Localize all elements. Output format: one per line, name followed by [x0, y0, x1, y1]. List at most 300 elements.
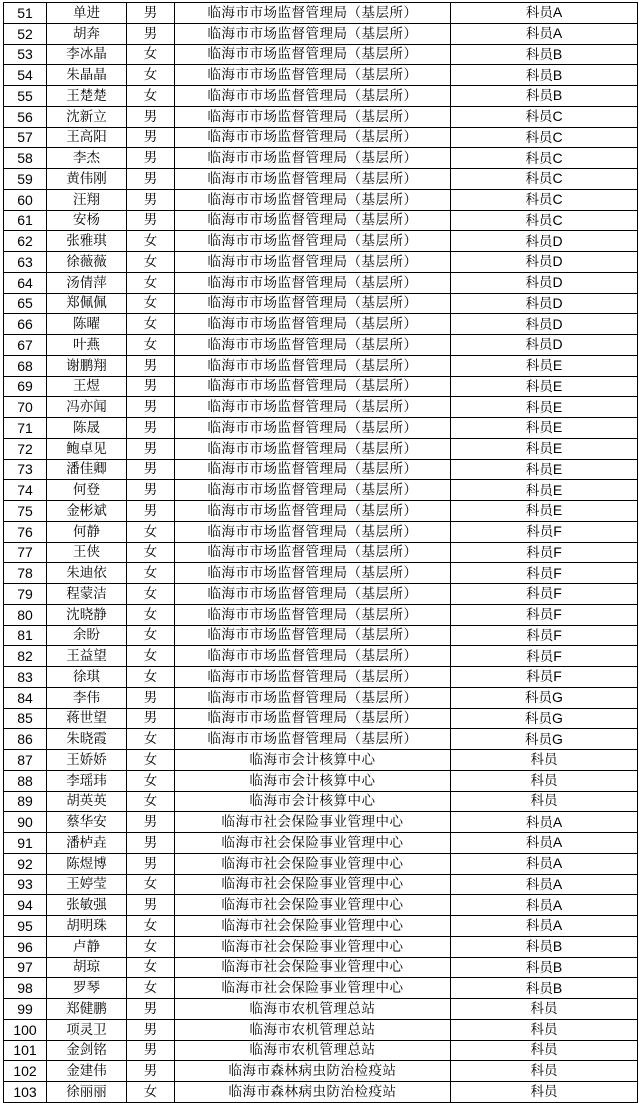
position-cell: 科员B	[451, 978, 638, 999]
gender-cell: 女	[127, 874, 175, 895]
position-cell: 科员D	[451, 231, 638, 252]
gender-cell: 女	[127, 252, 175, 273]
row-number-cell: 74	[4, 480, 47, 501]
name-cell: 金彬斌	[47, 501, 127, 522]
position-cell: 科员	[451, 750, 638, 771]
row-number-cell: 64	[4, 272, 47, 293]
name-cell: 蒋世望	[47, 708, 127, 729]
personnel-table-body	[4, 3, 638, 1103]
gender-cell: 女	[127, 770, 175, 791]
position-grade: F	[553, 626, 562, 643]
table-row	[4, 1040, 638, 1061]
row-number-cell: 92	[4, 853, 47, 874]
position-grade: B	[552, 938, 563, 955]
row-number-cell: 51	[4, 3, 47, 24]
gender-cell: 女	[127, 272, 175, 293]
table-row	[4, 916, 638, 937]
gender-cell: 女	[127, 584, 175, 605]
table-row	[4, 272, 638, 293]
gender-cell: 女	[127, 44, 175, 65]
table-row	[4, 604, 638, 625]
position-grade: C	[552, 149, 563, 166]
gender-cell: 女	[127, 86, 175, 107]
position-grade: D	[552, 253, 563, 270]
gender-cell: 男	[127, 1019, 175, 1040]
row-number-cell: 71	[4, 418, 47, 439]
position-grade: C	[552, 191, 563, 208]
name-cell: 沈晓静	[47, 604, 127, 625]
position-grade: C	[552, 211, 563, 228]
name-cell: 项灵卫	[47, 1019, 127, 1040]
gender-cell: 男	[127, 895, 175, 916]
name-cell: 王益望	[47, 646, 127, 667]
position-cell: 科员B	[451, 65, 638, 86]
table-row	[4, 23, 638, 44]
unit-cell: 临海市社会保险事业管理中心	[175, 895, 451, 916]
unit-cell: 临海市市场监督管理局（基层所）	[175, 148, 451, 169]
unit-cell: 临海市市场监督管理局（基层所）	[175, 355, 451, 376]
table-row	[4, 501, 638, 522]
table-row	[4, 729, 638, 750]
row-number-cell: 70	[4, 397, 47, 418]
table-row	[4, 231, 638, 252]
position-cell: 科员	[451, 1040, 638, 1061]
row-number-cell: 73	[4, 459, 47, 480]
name-cell: 张敏强	[47, 895, 127, 916]
name-cell: 余盼	[47, 625, 127, 646]
table-row	[4, 978, 638, 999]
gender-cell: 女	[127, 293, 175, 314]
name-cell: 朱迪依	[47, 563, 127, 584]
position-grade: B	[552, 979, 563, 996]
position-grade: F	[553, 668, 562, 685]
position-cell: 科员E	[451, 438, 638, 459]
name-cell: 叶燕	[47, 335, 127, 356]
table-row	[4, 833, 638, 854]
position-cell: 科员E	[451, 418, 638, 439]
name-cell: 陈曜	[47, 314, 127, 335]
unit-cell: 临海市会计核算中心	[175, 770, 451, 791]
unit-cell: 临海市市场监督管理局（基层所）	[175, 86, 451, 107]
position-cell: 科员A	[451, 874, 638, 895]
position-cell: 科员A	[451, 853, 638, 874]
unit-cell: 临海市森林病虫防治检疫站	[175, 1061, 451, 1082]
unit-cell: 临海市市场监督管理局（基层所）	[175, 376, 451, 397]
position-cell: 科员A	[451, 916, 638, 937]
name-cell: 汤倩萍	[47, 272, 127, 293]
table-row	[4, 293, 638, 314]
name-cell: 李杰	[47, 148, 127, 169]
position-cell: 科员	[451, 1082, 638, 1103]
position-cell: 科员E	[451, 501, 638, 522]
row-number-cell: 85	[4, 708, 47, 729]
table-row	[4, 667, 638, 688]
row-number-cell: 57	[4, 127, 47, 148]
gender-cell: 男	[127, 397, 175, 418]
unit-cell: 临海市社会保险事业管理中心	[175, 936, 451, 957]
position-cell: 科员F	[451, 521, 638, 542]
row-number-cell: 76	[4, 521, 47, 542]
row-number-cell: 79	[4, 584, 47, 605]
name-cell: 鲍卓见	[47, 438, 127, 459]
name-cell: 王煜	[47, 376, 127, 397]
row-number-cell: 77	[4, 542, 47, 563]
position-grade: A	[552, 834, 563, 851]
gender-cell: 男	[127, 812, 175, 833]
unit-cell: 临海市市场监督管理局（基层所）	[175, 210, 451, 231]
position-cell: 科员F	[451, 584, 638, 605]
unit-cell: 临海市农机管理总站	[175, 999, 451, 1020]
name-cell: 谢鹏翔	[47, 355, 127, 376]
gender-cell: 女	[127, 978, 175, 999]
table-row	[4, 625, 638, 646]
unit-cell: 临海市农机管理总站	[175, 1019, 451, 1040]
name-cell: 单进	[47, 3, 127, 24]
gender-cell: 男	[127, 501, 175, 522]
name-cell: 金剑铭	[47, 1040, 127, 1061]
row-number-cell: 82	[4, 646, 47, 667]
name-cell: 王婷莹	[47, 874, 127, 895]
position-grade: F	[553, 647, 562, 664]
name-cell: 陈煜博	[47, 853, 127, 874]
personnel-table	[3, 2, 638, 1103]
gender-cell: 男	[127, 459, 175, 480]
gender-cell: 男	[127, 106, 175, 127]
table-row	[4, 86, 638, 107]
gender-cell: 女	[127, 936, 175, 957]
gender-cell: 女	[127, 231, 175, 252]
position-cell: 科员B	[451, 957, 638, 978]
unit-cell: 临海市农机管理总站	[175, 1040, 451, 1061]
row-number-cell: 83	[4, 667, 47, 688]
row-number-cell: 65	[4, 293, 47, 314]
position-cell: 科员E	[451, 480, 638, 501]
row-number-cell: 59	[4, 169, 47, 190]
position-cell: 科员A	[451, 895, 638, 916]
position-grade: B	[552, 45, 563, 62]
row-number-cell: 68	[4, 355, 47, 376]
name-cell: 陈晟	[47, 418, 127, 439]
position-cell: 科员D	[451, 252, 638, 273]
position-cell: 科员	[451, 791, 638, 812]
name-cell: 李冰晶	[47, 44, 127, 65]
unit-cell: 临海市市场监督管理局（基层所）	[175, 687, 451, 708]
position-grade: E	[552, 398, 563, 415]
table-row	[4, 750, 638, 771]
name-cell: 金建伟	[47, 1061, 127, 1082]
position-cell: 科员F	[451, 604, 638, 625]
row-number-cell: 66	[4, 314, 47, 335]
position-cell: 科员A	[451, 812, 638, 833]
position-cell: 科员F	[451, 625, 638, 646]
gender-cell: 男	[127, 127, 175, 148]
gender-cell: 男	[127, 148, 175, 169]
row-number-cell: 86	[4, 729, 47, 750]
position-grade: D	[552, 294, 563, 311]
position-cell: 科员B	[451, 936, 638, 957]
unit-cell: 临海市社会保险事业管理中心	[175, 978, 451, 999]
name-cell: 沈新立	[47, 106, 127, 127]
unit-cell: 临海市社会保险事业管理中心	[175, 874, 451, 895]
table-row	[4, 127, 638, 148]
row-number-cell: 78	[4, 563, 47, 584]
position-cell: 科员	[451, 1019, 638, 1040]
position-grade: C	[552, 128, 563, 145]
table-row	[4, 397, 638, 418]
position-grade: C	[552, 108, 563, 125]
gender-cell: 女	[127, 646, 175, 667]
gender-cell: 男	[127, 480, 175, 501]
row-number-cell: 94	[4, 895, 47, 916]
table-row	[4, 376, 638, 397]
name-cell: 罗琴	[47, 978, 127, 999]
row-number-cell: 91	[4, 833, 47, 854]
unit-cell: 临海市市场监督管理局（基层所）	[175, 667, 451, 688]
position-grade: B	[552, 66, 563, 83]
name-cell: 卢静	[47, 936, 127, 957]
position-grade: E	[552, 440, 563, 457]
unit-cell: 临海市市场监督管理局（基层所）	[175, 438, 451, 459]
position-cell: 科员B	[451, 86, 638, 107]
name-cell: 王娇娇	[47, 750, 127, 771]
position-cell: 科员A	[451, 3, 638, 24]
unit-cell: 临海市会计核算中心	[175, 791, 451, 812]
gender-cell: 男	[127, 708, 175, 729]
row-number-cell: 90	[4, 812, 47, 833]
table-row	[4, 563, 638, 584]
unit-cell: 临海市市场监督管理局（基层所）	[175, 23, 451, 44]
unit-cell: 临海市市场监督管理局（基层所）	[175, 65, 451, 86]
row-number-cell: 63	[4, 252, 47, 273]
table-row	[4, 957, 638, 978]
position-cell: 科员	[451, 770, 638, 791]
row-number-cell: 97	[4, 957, 47, 978]
position-cell: 科员E	[451, 459, 638, 480]
unit-cell: 临海市市场监督管理局（基层所）	[175, 501, 451, 522]
name-cell: 王高阳	[47, 127, 127, 148]
table-row	[4, 1019, 638, 1040]
table-row	[4, 770, 638, 791]
name-cell: 汪翔	[47, 189, 127, 210]
name-cell: 郑健鹏	[47, 999, 127, 1020]
gender-cell: 男	[127, 189, 175, 210]
row-number-cell: 87	[4, 750, 47, 771]
gender-cell: 男	[127, 23, 175, 44]
table-row	[4, 646, 638, 667]
table-row	[4, 708, 638, 729]
position-grade: E	[552, 419, 563, 436]
gender-cell: 女	[127, 335, 175, 356]
table-row	[4, 3, 638, 24]
name-cell: 潘栌垚	[47, 833, 127, 854]
gender-cell: 男	[127, 210, 175, 231]
unit-cell: 临海市市场监督管理局（基层所）	[175, 563, 451, 584]
position-grade: E	[552, 357, 563, 374]
name-cell: 郑佩佩	[47, 293, 127, 314]
position-grade: A	[552, 896, 563, 913]
name-cell: 朱晓霞	[47, 729, 127, 750]
position-cell: 科员F	[451, 667, 638, 688]
table-row	[4, 812, 638, 833]
gender-cell: 女	[127, 750, 175, 771]
position-grade: E	[552, 481, 563, 498]
unit-cell: 临海市市场监督管理局（基层所）	[175, 729, 451, 750]
gender-cell: 男	[127, 169, 175, 190]
name-cell: 潘佳卿	[47, 459, 127, 480]
name-cell: 何静	[47, 521, 127, 542]
table-row	[4, 210, 638, 231]
position-cell: 科员C	[451, 169, 638, 190]
row-number-cell: 98	[4, 978, 47, 999]
table-row	[4, 874, 638, 895]
position-cell: 科员	[451, 1061, 638, 1082]
position-cell: 科员	[451, 999, 638, 1020]
table-row	[4, 542, 638, 563]
unit-cell: 临海市社会保险事业管理中心	[175, 957, 451, 978]
row-number-cell: 62	[4, 231, 47, 252]
position-grade: E	[552, 460, 563, 477]
table-row	[4, 189, 638, 210]
position-grade: A	[552, 813, 563, 830]
gender-cell: 女	[127, 65, 175, 86]
name-cell: 胡英英	[47, 791, 127, 812]
position-grade: F	[553, 585, 562, 602]
position-cell: 科员D	[451, 272, 638, 293]
name-cell: 何登	[47, 480, 127, 501]
table-row	[4, 687, 638, 708]
gender-cell: 男	[127, 376, 175, 397]
gender-cell: 男	[127, 355, 175, 376]
position-grade: A	[552, 855, 563, 872]
unit-cell: 临海市社会保险事业管理中心	[175, 833, 451, 854]
row-number-cell: 53	[4, 44, 47, 65]
position-cell: 科员E	[451, 376, 638, 397]
unit-cell: 临海市市场监督管理局（基层所）	[175, 604, 451, 625]
gender-cell: 男	[127, 833, 175, 854]
table-row	[4, 584, 638, 605]
unit-cell: 临海市市场监督管理局（基层所）	[175, 542, 451, 563]
gender-cell: 女	[127, 625, 175, 646]
unit-cell: 临海市会计核算中心	[175, 750, 451, 771]
name-cell: 朱晶晶	[47, 65, 127, 86]
position-cell: 科员G	[451, 687, 638, 708]
row-number-cell: 99	[4, 999, 47, 1020]
gender-cell: 女	[127, 667, 175, 688]
unit-cell: 临海市市场监督管理局（基层所）	[175, 3, 451, 24]
name-cell: 王侠	[47, 542, 127, 563]
gender-cell: 女	[127, 916, 175, 937]
position-cell: 科员D	[451, 335, 638, 356]
unit-cell: 临海市市场监督管理局（基层所）	[175, 44, 451, 65]
row-number-cell: 93	[4, 874, 47, 895]
gender-cell: 女	[127, 957, 175, 978]
gender-cell: 男	[127, 418, 175, 439]
gender-cell: 男	[127, 438, 175, 459]
position-cell: 科员C	[451, 106, 638, 127]
position-cell: 科员A	[451, 23, 638, 44]
unit-cell: 临海市市场监督管理局（基层所）	[175, 189, 451, 210]
position-grade: E	[552, 377, 563, 394]
name-cell: 蔡华安	[47, 812, 127, 833]
unit-cell: 临海市市场监督管理局（基层所）	[175, 521, 451, 542]
table-row	[4, 853, 638, 874]
row-number-cell: 84	[4, 687, 47, 708]
name-cell: 王楚楚	[47, 86, 127, 107]
table-row	[4, 355, 638, 376]
position-grade: F	[553, 564, 562, 581]
row-number-cell: 102	[4, 1061, 47, 1082]
position-grade: A	[552, 4, 563, 21]
row-number-cell: 89	[4, 791, 47, 812]
table-row	[4, 44, 638, 65]
table-row	[4, 169, 638, 190]
row-number-cell: 69	[4, 376, 47, 397]
position-grade: G	[552, 709, 563, 726]
position-cell: 科员E	[451, 355, 638, 376]
row-number-cell: 80	[4, 604, 47, 625]
row-number-cell: 58	[4, 148, 47, 169]
row-number-cell: 61	[4, 210, 47, 231]
name-cell: 徐琪	[47, 667, 127, 688]
unit-cell: 临海市社会保险事业管理中心	[175, 812, 451, 833]
table-row	[4, 314, 638, 335]
position-cell: 科员C	[451, 127, 638, 148]
unit-cell: 临海市市场监督管理局（基层所）	[175, 708, 451, 729]
row-number-cell: 55	[4, 86, 47, 107]
position-cell: 科员D	[451, 314, 638, 335]
name-cell: 李伟	[47, 687, 127, 708]
table-row	[4, 438, 638, 459]
gender-cell: 女	[127, 314, 175, 335]
row-number-cell: 67	[4, 335, 47, 356]
position-cell: 科员F	[451, 542, 638, 563]
row-number-cell: 52	[4, 23, 47, 44]
row-number-cell: 75	[4, 501, 47, 522]
position-grade: F	[553, 606, 562, 623]
name-cell: 冯亦闻	[47, 397, 127, 418]
position-grade: B	[552, 958, 563, 975]
position-grade: G	[552, 730, 563, 747]
gender-cell: 女	[127, 563, 175, 584]
position-grade: F	[553, 543, 562, 560]
gender-cell: 女	[127, 604, 175, 625]
unit-cell: 临海市市场监督管理局（基层所）	[175, 625, 451, 646]
table-row	[4, 459, 638, 480]
unit-cell: 临海市社会保险事业管理中心	[175, 853, 451, 874]
gender-cell: 女	[127, 1082, 175, 1103]
table-row	[4, 148, 638, 169]
name-cell: 胡琼	[47, 957, 127, 978]
position-grade: B	[552, 87, 563, 104]
name-cell: 徐丽丽	[47, 1082, 127, 1103]
table-row	[4, 252, 638, 273]
row-number-cell: 72	[4, 438, 47, 459]
gender-cell: 男	[127, 1040, 175, 1061]
position-grade: D	[552, 274, 563, 291]
position-cell: 科员B	[451, 44, 638, 65]
name-cell: 程蒙洁	[47, 584, 127, 605]
name-cell: 徐薇薇	[47, 252, 127, 273]
gender-cell: 男	[127, 1061, 175, 1082]
unit-cell: 临海市市场监督管理局（基层所）	[175, 106, 451, 127]
position-grade: C	[552, 170, 563, 187]
table-row	[4, 936, 638, 957]
position-cell: 科员G	[451, 729, 638, 750]
unit-cell: 临海市市场监督管理局（基层所）	[175, 272, 451, 293]
gender-cell: 女	[127, 729, 175, 750]
unit-cell: 临海市社会保险事业管理中心	[175, 916, 451, 937]
position-grade: E	[552, 502, 563, 519]
